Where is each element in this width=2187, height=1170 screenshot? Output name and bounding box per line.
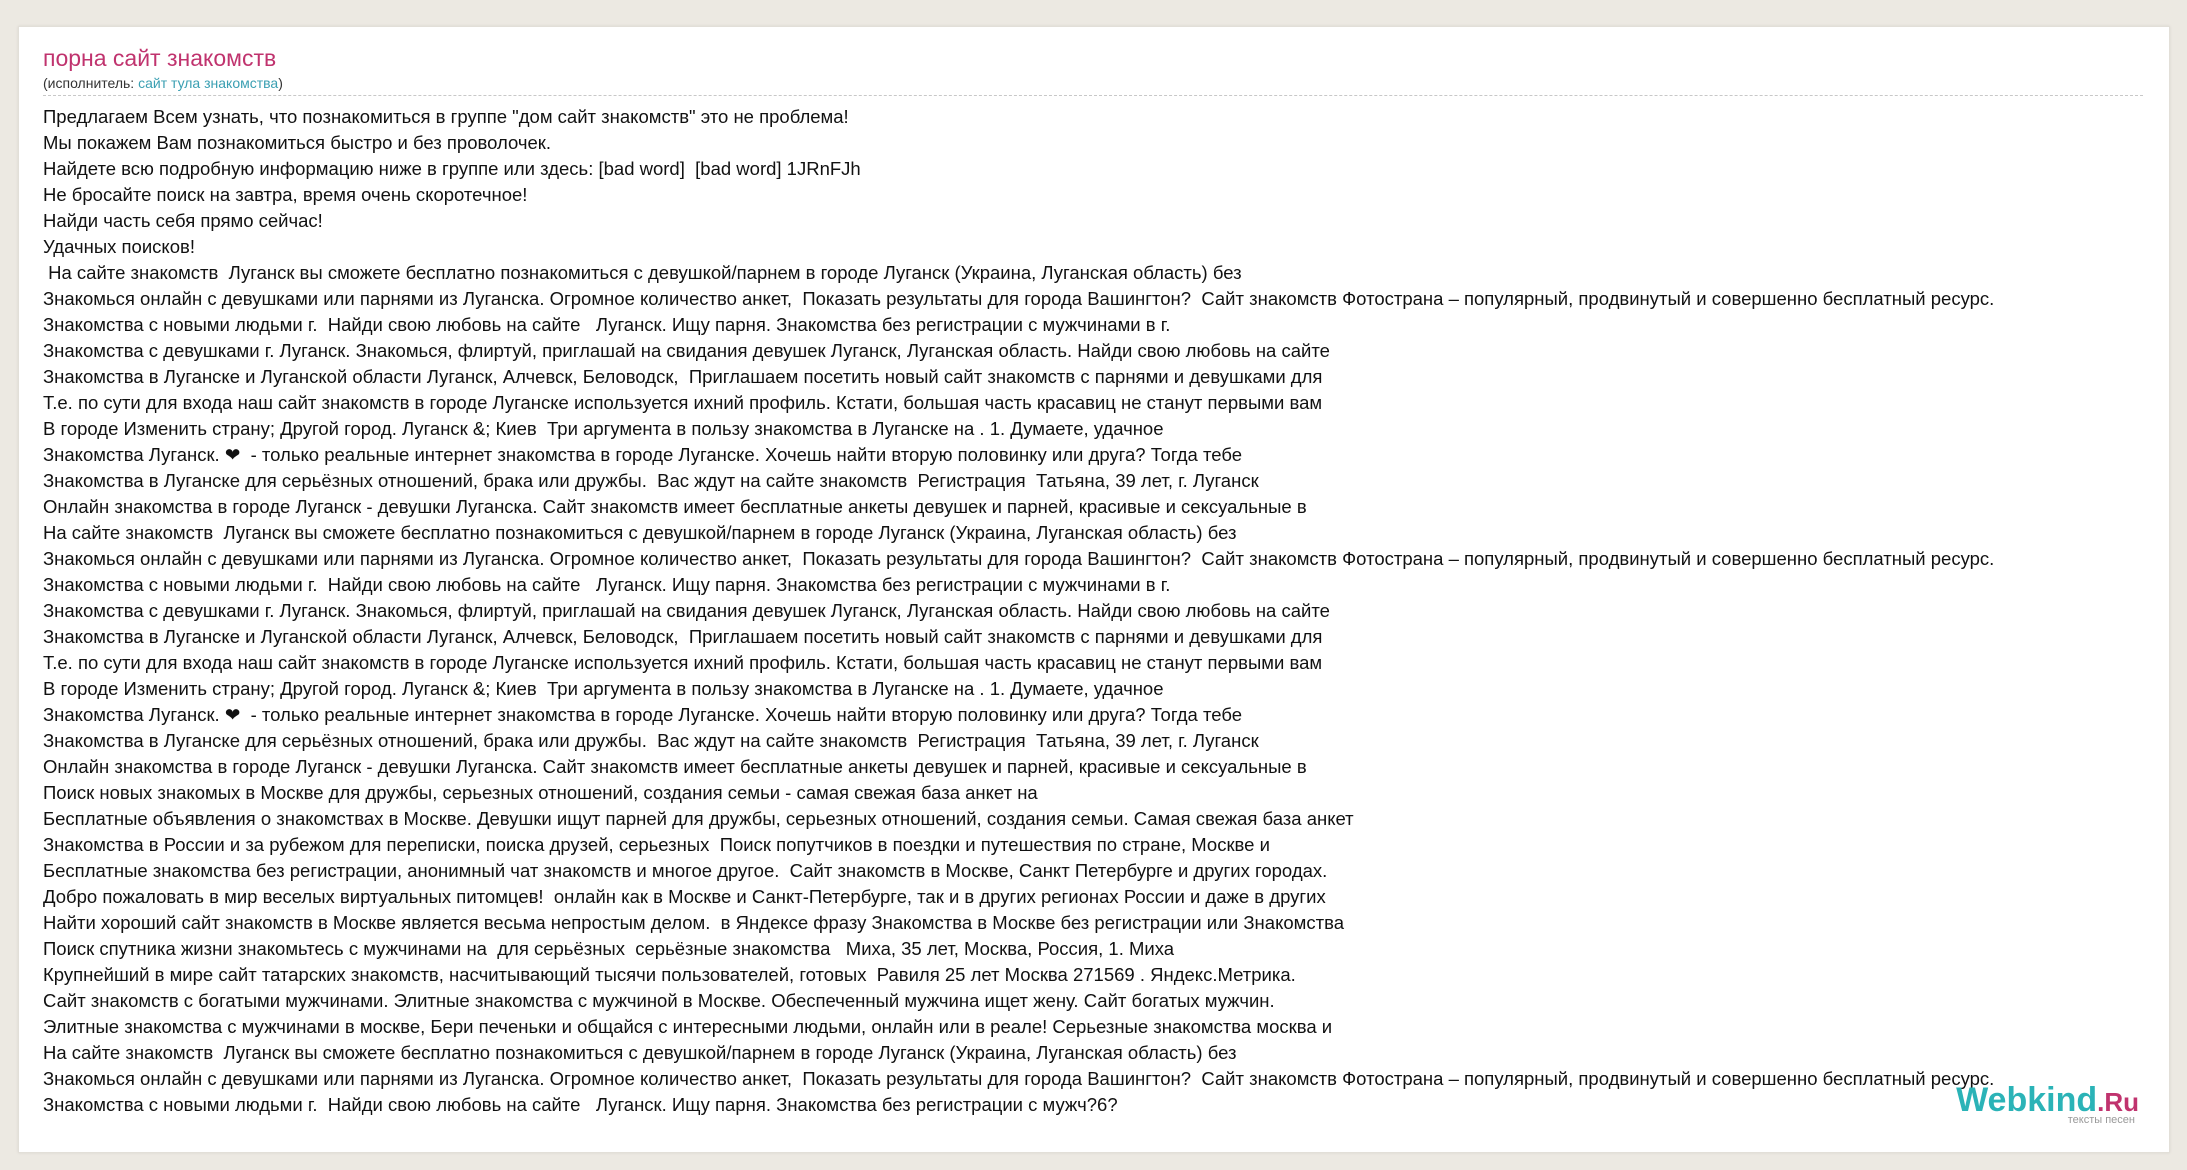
lyric-line: Знакомься онлайн с девушками или парнями из Луганска. Огромное количество анкет, Показать результаты для города Вашингтон? Сайт знакомств Фотострана – популярный, продвинутый и совершенно бесплатный ресурс.	[43, 548, 1995, 569]
logo-tagline: тексты песен	[2067, 1114, 2135, 1126]
lyric-line: Знакомства Луганск. ❤ - только реальные интернет знакомства в городе Луганске. Хочешь найти вторую половинку или друга? Тогда тебе	[43, 444, 1243, 465]
lyric-line: Удачных поисков!	[43, 236, 195, 257]
lyric-line: Найдете всю подробную информацию ниже в группе или здесь: [bad word] [bad word] 1JRnFJh	[43, 158, 861, 179]
lyric-line: Т.е. по сути для входа наш сайт знакомств в городе Луганске используется ихний профиль. Кстати, большая часть красавиц не станут первыми вам	[43, 652, 1323, 673]
lyric-line: Знакомься онлайн с девушками или парнями из Луганска. Огромное количество анкет, Показать результаты для города Вашингтон? Сайт знакомств Фотострана – популярный, продвинутый и совершенно бесплатный ресурс.	[43, 1068, 1995, 1089]
lyric-line: Знакомства с девушками г. Луганск. Знакомься, флиртуй, приглашай на свидания девушек Луганск, Луганская область. Найди свою любовь на сайте	[43, 340, 1330, 361]
lyric-line: На сайте знакомств Луганск вы сможете бесплатно познакомиться с девушкой/парнем в городе Луганск (Украина, Луганская область) без	[43, 1042, 1237, 1063]
lyric-line: Предлагаем Всем узнать, что познакомиться в группе "дом сайт знакомств" это не проблема!	[43, 106, 849, 127]
lyric-line: Т.е. по сути для входа наш сайт знакомств в городе Луганске используется ихний профиль. Кстати, большая часть красавиц не станут первыми вам	[43, 392, 1323, 413]
lyric-line: На сайте знакомств Луганск вы сможете бесплатно познакомиться с девушкой/парнем в городе Луганск (Украина, Луганская область) без	[43, 262, 1242, 283]
lyric-line: Знакомства в России и за рубежом для переписки, поиска друзей, серьезных Поиск попутчиков в поездки и путешествия по стране, Москве и	[43, 834, 1270, 855]
performer-prefix: (исполнитель:	[43, 75, 139, 91]
lyric-line: Не бросайте поиск на завтра, время очень скоротечное!	[43, 184, 528, 205]
lyric-line: Онлайн знакомства в городе Луганск - девушки Луганска. Сайт знакомств имеет бесплатные анкеты девушек и парней, красивые и сексуальные в	[43, 496, 1307, 517]
lyric-line: На сайте знакомств Луганск вы сможете бесплатно познакомиться с девушкой/парнем в городе Луганск (Украина, Луганская область) без	[43, 522, 1237, 543]
lyric-line: Знакомства в Луганске для серьёзных отношений, брака или дружбы. Вас ждут на сайте знакомств Регистрация Татьяна, 39 лет, г. Луганск	[43, 730, 1259, 751]
lyric-line: Знакомства с новыми людьми г. Найди свою любовь на сайте Луганск. Ищу парня. Знакомства без регистрации с мужч?6?	[43, 1094, 1118, 1115]
lyric-line: Бесплатные знакомства без регистрации, анонимный чат знакомств и многое другое. Сайт знакомств в Москве, Санкт Петербурге и других городах.	[43, 860, 1328, 881]
lyric-line: Элитные знакомства с мужчинами в москве, Бери печеньки и общайся с интересными людьми, онлайн или в реале! Серьезные знакомства москва и	[43, 1016, 1333, 1037]
lyric-line: Добро пожаловать в мир веселых виртуальных питомцев! онлайн как в Москве и Санкт-Петербурге, так и в других регионах России и даже в других	[43, 886, 1326, 907]
lyric-line: Знакомься онлайн с девушками или парнями из Луганска. Огромное количество анкет, Показать результаты для города Вашингтон? Сайт знакомств Фотострана – популярный, продвинутый и совершенно бесплатный ресурс.	[43, 288, 1995, 309]
logo-tld: .Ru	[2097, 1087, 2139, 1117]
lyric-line: Знакомства в Луганске и Луганской области Луганск, Алчевск, Беловодск, Приглашаем посетить новый сайт знакомств с парнями и девушками для	[43, 626, 1323, 647]
performer-suffix: )	[278, 75, 283, 91]
site-logo[interactable]	[1956, 1081, 2139, 1126]
lyric-line: Онлайн знакомства в городе Луганск - девушки Луганска. Сайт знакомств имеет бесплатные анкеты девушек и парней, красивые и сексуальные в	[43, 756, 1307, 777]
page-card	[18, 26, 2170, 1153]
performer-link[interactable]: сайт тула знакомства	[138, 75, 279, 91]
performer-line	[43, 73, 2173, 93]
lyric-line: Поиск новых знакомых в Москве для дружбы, серьезных отношений, создания семьи - самая свежая база анкет на	[43, 782, 1038, 803]
lyric-line: Найти хороший сайт знакомств в Москве является весьма непростым делом. в Яндексе фразу Знакомства в Москве без регистрации или Знакомства	[43, 912, 1345, 933]
lyric-line: Знакомства в Луганске для серьёзных отношений, брака или дружбы. Вас ждут на сайте знакомств Регистрация Татьяна, 39 лет, г. Луганск	[43, 470, 1259, 491]
lyric-line: Знакомства с новыми людьми г. Найди свою любовь на сайте Луганск. Ищу парня. Знакомства без регистрации с мужчинами в г.	[43, 574, 1171, 595]
lyric-line: В городе Изменить страну; Другой город. Луганск &; Киев Три аргумента в пользу знакомства в Луганске на . 1. Думаете, удачное	[43, 418, 1164, 439]
lyric-line: Знакомства в Луганске и Луганской области Луганск, Алчевск, Беловодск, Приглашаем посетить новый сайт знакомств с парнями и девушками для	[43, 366, 1323, 387]
divider	[43, 95, 2143, 96]
content	[43, 43, 2173, 1118]
lyric-line: Знакомства Луганск. ❤ - только реальные интернет знакомства в городе Луганске. Хочешь найти вторую половинку или друга? Тогда тебе	[43, 704, 1243, 725]
lyric-line: Мы покажем Вам познакомиться быстро и без проволочек.	[43, 132, 552, 153]
lyric-line: В городе Изменить страну; Другой город. Луганск &; Киев Три аргумента в пользу знакомства в Луганске на . 1. Думаете, удачное	[43, 678, 1164, 699]
lyric-line: Сайт знакомств с богатыми мужчинами. Элитные знакомства с мужчиной в Москве. Обеспеченный мужчина ищет жену. Сайт богатых мужчин.	[43, 990, 1275, 1011]
lyric-line: Найди часть себя прямо сейчас!	[43, 210, 323, 231]
logo-brand-name: Webkind	[1956, 1081, 2098, 1119]
lyric-line: Поиск спутника жизни знакомьтесь с мужчинами на для серьёзных серьёзные знакомства Миха, 35 лет, Москва, Россия, 1. Миха	[43, 938, 1175, 959]
lyric-line: Крупнейший в мире сайт татарских знакомств, насчитывающий тысячи пользователей, готовых Равиля 25 лет Москва 271569 . Яндекс.Метрика.	[43, 964, 1296, 985]
lyric-line: Знакомства с девушками г. Луганск. Знакомься, флиртуй, приглашай на свидания девушек Луганск, Луганская область. Найди свою любовь на сайте	[43, 600, 1330, 621]
lyrics-text	[43, 104, 2173, 1118]
lyric-line: Знакомства с новыми людьми г. Найди свою любовь на сайте Луганск. Ищу парня. Знакомства без регистрации с мужчинами в г.	[43, 314, 1171, 335]
lyric-line: Бесплатные объявления о знакомствах в Москве. Девушки ищут парней для дружбы, серьезных отношений, создания семьи. Самая свежая база анкет	[43, 808, 1354, 829]
page-title: порна сайт знакомств	[43, 45, 277, 71]
